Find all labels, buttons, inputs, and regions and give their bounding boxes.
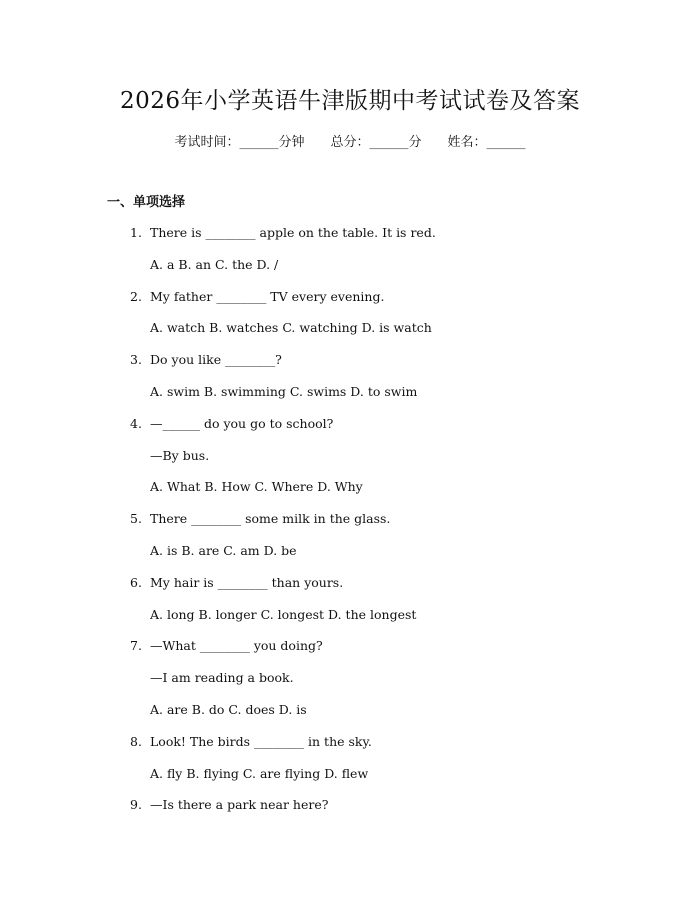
answer-options: A. swim B. swimming C. swims D. to swim — [150, 383, 418, 399]
page-title: 2026年小学英语牛津版期中考试试卷及答案 — [119, 88, 581, 114]
question-stem — [130, 733, 650, 765]
question-stem — [130, 510, 650, 542]
question-line — [130, 319, 650, 351]
section-heading: 一、单项选择 — [107, 195, 186, 210]
question-line — [130, 765, 650, 797]
question-stem — [130, 637, 650, 669]
question-stem — [130, 415, 650, 447]
question-number: 3. — [130, 352, 142, 368]
question-number: 8. — [130, 733, 142, 749]
question-number: 6. — [130, 574, 142, 590]
question-text: There ________ some milk in the glass. — [150, 511, 391, 527]
question-text: My hair is ________ than yours. — [150, 574, 344, 590]
dialogue-line: —By bus. — [150, 447, 210, 463]
question-text: —What ________ you doing? — [150, 638, 323, 654]
student-name-field: 姓名：______ — [447, 135, 526, 150]
question-text: Look! The birds ________ in the sky. — [150, 733, 372, 749]
question-line — [130, 542, 650, 574]
answer-options: A. long B. longer C. longest D. the longest — [150, 606, 417, 622]
question-number: 5. — [130, 511, 142, 527]
question-text: Do you like ________? — [150, 352, 282, 368]
question-line — [130, 606, 650, 638]
question-text: There is ________ apple on the table. It is red. — [150, 225, 436, 240]
question-text: My father ________ TV every evening. — [150, 288, 385, 304]
answer-options: A. watch B. watches C. watching D. is watch — [150, 320, 432, 336]
dialogue-line: —I am reading a book. — [150, 670, 294, 686]
question-line — [130, 383, 650, 415]
answer-options: A. fly B. flying C. are flying D. flew — [150, 765, 369, 781]
question-text: —Is there a park near here? — [150, 797, 329, 813]
answer-options: A. a B. an C. the D. / — [150, 256, 279, 272]
question-line — [130, 256, 650, 288]
answer-options: A. are B. do C. does D. is — [150, 701, 307, 717]
question-number: 2. — [130, 288, 142, 304]
question-stem — [130, 288, 650, 320]
question-text: —______ do you go to school? — [150, 415, 334, 431]
total-score-field: 总分：______分 — [330, 135, 422, 150]
question-number: 1. — [130, 225, 142, 240]
question-list — [130, 224, 650, 828]
question-line — [130, 478, 650, 510]
question-line — [130, 669, 650, 701]
question-line — [130, 447, 650, 479]
question-number: 9. — [130, 797, 142, 813]
exam-time-field: 考试时间：______分钟 — [174, 135, 305, 150]
question-stem — [130, 796, 650, 828]
question-number: 7. — [130, 638, 142, 654]
question-stem — [130, 351, 650, 383]
question-stem — [130, 574, 650, 606]
answer-options: A. What B. How C. Where D. Why — [150, 479, 363, 495]
exam-info-row — [0, 131, 700, 150]
question-number: 4. — [130, 415, 142, 431]
question-line — [130, 701, 650, 733]
answer-options: A. is B. are C. am D. be — [150, 542, 297, 558]
question-stem — [130, 224, 650, 256]
